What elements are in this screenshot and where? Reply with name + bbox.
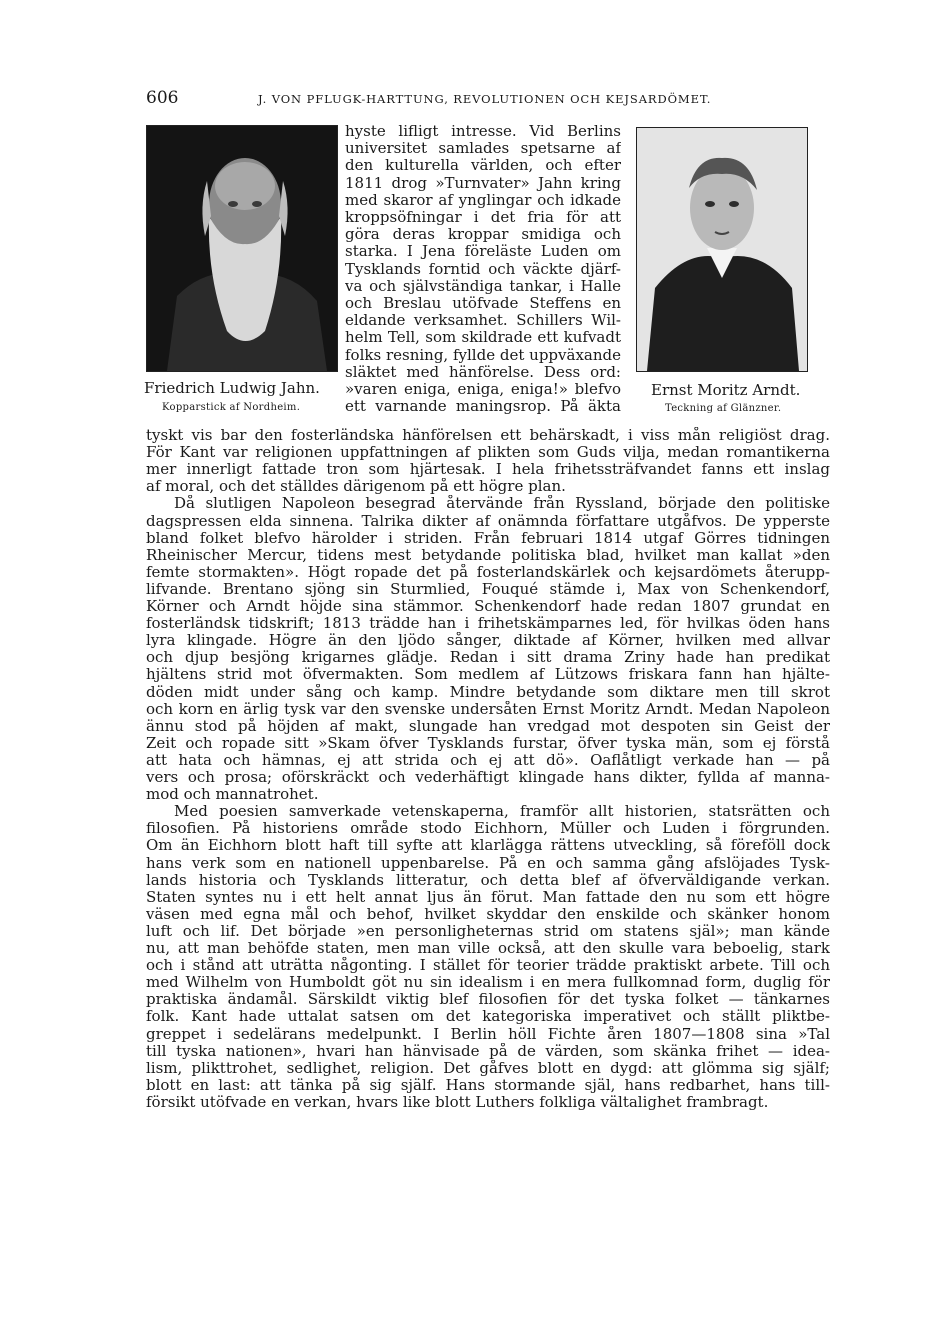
body-line: tyskt vis bar den fosterländska hänförelsen ett behärskadt, i viss mån religiöst drag. — [146, 427, 830, 444]
arndt-portrait — [636, 127, 808, 372]
column-line: hyste lifligt intresse. Vid Berlins — [345, 123, 621, 140]
body-line: femte stormakten». Högt ropade det på fosterlandskärlek och kejsardömets återupp- — [146, 563, 830, 581]
body-line: bland folket blefvo härolder i striden. Från februari 1814 utgaf Görres tidningen — [146, 529, 830, 547]
body-line: För Kant var religionen uppfattningen af plikten som Guds vilja, medan romantikerna — [146, 444, 830, 462]
body-line: nu, att man behöfde staten, men man ville också, att den skulle vara beboelig, stark — [146, 940, 830, 957]
body-line: lism, plikttrohet, sedlighet, religion. Det gåfves blott en dygd: att glömma sig själf; — [146, 1059, 830, 1077]
body-line: lands historia och Tysklands litteratur, och detta blef af öfverväldigande verkan. — [146, 871, 830, 889]
body-line: döden midt under sång och kamp. Mindre betydande som diktare men till skrot — [146, 683, 830, 701]
body-line: mod och mannatrohet. — [146, 786, 319, 804]
body-line: lifvande. Brentano sjöng sin Sturmlied, Fouqué stämde i, Max von Schenkendorf, — [146, 580, 830, 598]
column-line: helm Tell, som skildrade ett kufvadt — [345, 329, 621, 347]
body-line: Zeit och ropade sitt »Skam öfver Tysklands furstar, öfver tyska män, som ej förstå — [146, 734, 830, 752]
body-line: Med poesien samverkade vetenskaperna, framför allt historien, statsrätten och — [174, 803, 830, 821]
column-line: 1811 drog »Turnvater» Jahn kring — [345, 174, 621, 192]
column-line: den kulturella världen, och efter — [345, 157, 621, 175]
jahn-caption: Friedrich Ludwig Jahn. — [144, 379, 320, 397]
body-line: Körner och Arndt höjde sina stämmor. Schenkendorf hade redan 1807 grundat en — [146, 598, 830, 615]
body-line: Då slutligen Napoleon besegrad återvände från Ryssland, började den politiske — [174, 495, 830, 513]
jahn-credit: Kopparstick af Nordheim. — [162, 402, 301, 413]
body-line: ännu stod på höjden af makt, slungade han vredgad mot despoten sin Geist der — [146, 717, 830, 735]
body-line: och korn en ärlig tysk var den svenske undersåten Ernst Moritz Arndt. Medan Napoleon — [146, 700, 830, 718]
body-line: väsen med egna mål och behof, hvilket skyddar den enskilde och skänker honom — [146, 905, 830, 923]
running-title: J. VON PFLUGK-HARTTUNG, REVOLUTIONEN OCH KEJSARDÖMET. — [258, 92, 712, 106]
column-line: släktet med hänförelse. Dess ord: — [345, 363, 621, 381]
column-line: »varen eniga, eniga, eniga!» blefvo — [345, 381, 621, 398]
column-line: och Breslau utöfvade Steffens en — [345, 295, 621, 312]
body-line: folk. Kant hade uttalat satsen om det kategoriska imperativet och ställt pliktbe- — [146, 1008, 830, 1026]
body-line: fosterländsk tidskrift; 1813 trädde han i frihetskämparnes led, för hvilkas öden hans — [146, 615, 830, 633]
column-line: göra deras kroppar smidiga och — [345, 226, 621, 244]
body-line: försikt utöfvade en verkan, hvars like blott Luthers folkliga vältalighet frambragt. — [146, 1093, 769, 1111]
body-line: dagspressen elda sinnena. Talrika dikter af onämnda författare utgåfvos. De ypperste — [146, 512, 830, 530]
body-line: blott en last: att tänka på sig själf. Hans stormande själ, hans redbarhet, hans till- — [146, 1076, 830, 1094]
column-line: Tysklands forntid och väckte djärf- — [345, 260, 621, 278]
column-line: universitet samlades spetsarne af — [345, 140, 621, 158]
body-line: filosofien. På historiens område stodo Eichhorn, Müller och Luden i förgrunden. — [146, 820, 830, 838]
page-number: 606 — [146, 88, 179, 108]
jahn-portrait — [146, 125, 338, 372]
arndt-credit: Teckning af Glänzner. — [665, 403, 782, 414]
body-line: praktiska ändamål. Särskildt viktig blef filosofien för det tyska folket — tänkarnes — [146, 991, 830, 1009]
column-line: ett varnande maningsrop. På äkta — [345, 398, 621, 416]
body-line: af moral, och det ställdes därigenom på ett högre plan. — [146, 478, 566, 496]
body-line: hans verk som en nationell uppenbarelse. På en och samma gång afslöjades Tysk- — [146, 854, 830, 872]
body-line: Staten syntes nu i ett helt annat ljus än förut. Man fattade den nu som ett högre — [146, 888, 830, 906]
body-line: och i stånd att uträtta någonting. I stället för teorier trädde praktiskt arbete. Till och — [146, 957, 830, 975]
column-line: starka. I Jena föreläste Luden om — [345, 243, 621, 261]
body-line: lyra klingade. Högre än den ljödo sånger, diktade af Körner, hvilken med allvar — [146, 632, 830, 650]
column-line: kroppsöfningar i det fria för att — [345, 209, 621, 226]
body-line: greppet i sedelärans medelpunkt. I Berlin höll Fichte åren 1807—1808 sina »Tal — [146, 1025, 830, 1043]
arndt-caption: Ernst Moritz Arndt. — [651, 381, 801, 399]
body-line: luft och lif. Det började »en personligheternas strid om statens själ»; man kände — [146, 922, 830, 940]
body-line: och djup besjöng krigarnes glädje. Redan i sitt drama Zriny hade han predikat — [146, 649, 830, 667]
body-line: att hata och hämnas, ej att strida och ej att dö». Oaflåtligt verkade han — på — [146, 751, 830, 769]
column-line: med skaror af ynglingar och idkade — [345, 191, 621, 209]
column-line: va och självständiga tankar, i Halle — [345, 277, 621, 295]
body-line: mer innerligt fattade tron som hjärtesak. I hela frihetssträfvandet fanns ett inslag — [146, 461, 830, 479]
column-line: eldande verksamhet. Schillers Wil- — [345, 312, 621, 330]
body-line: med Wilhelm von Humboldt göt nu sin idealism i en mera fullkomnad form, duglig för — [146, 974, 830, 992]
column-line: folks resning, fyllde det uppväxande — [345, 346, 621, 364]
body-line: Rheinischer Mercur, tidens mest betydande politiska blad, hvilket man kallat »den — [146, 546, 830, 564]
body-line: vers och prosa; oförskräckt och vederhäftigt klingade hans dikter, fyllda af manna- — [146, 769, 830, 786]
body-line: Om än Eichhorn blott haft till syfte att klarlägga rättens utveckling, så föreföll dock — [146, 837, 830, 855]
body-line: hjältens strid mot öfvermakten. Som medlem af Lützows friskara fann han hjälte- — [146, 666, 830, 684]
body-line: till tyska nationen», hvari han hänvisade på de värden, som skänka frihet — idea- — [146, 1042, 830, 1060]
